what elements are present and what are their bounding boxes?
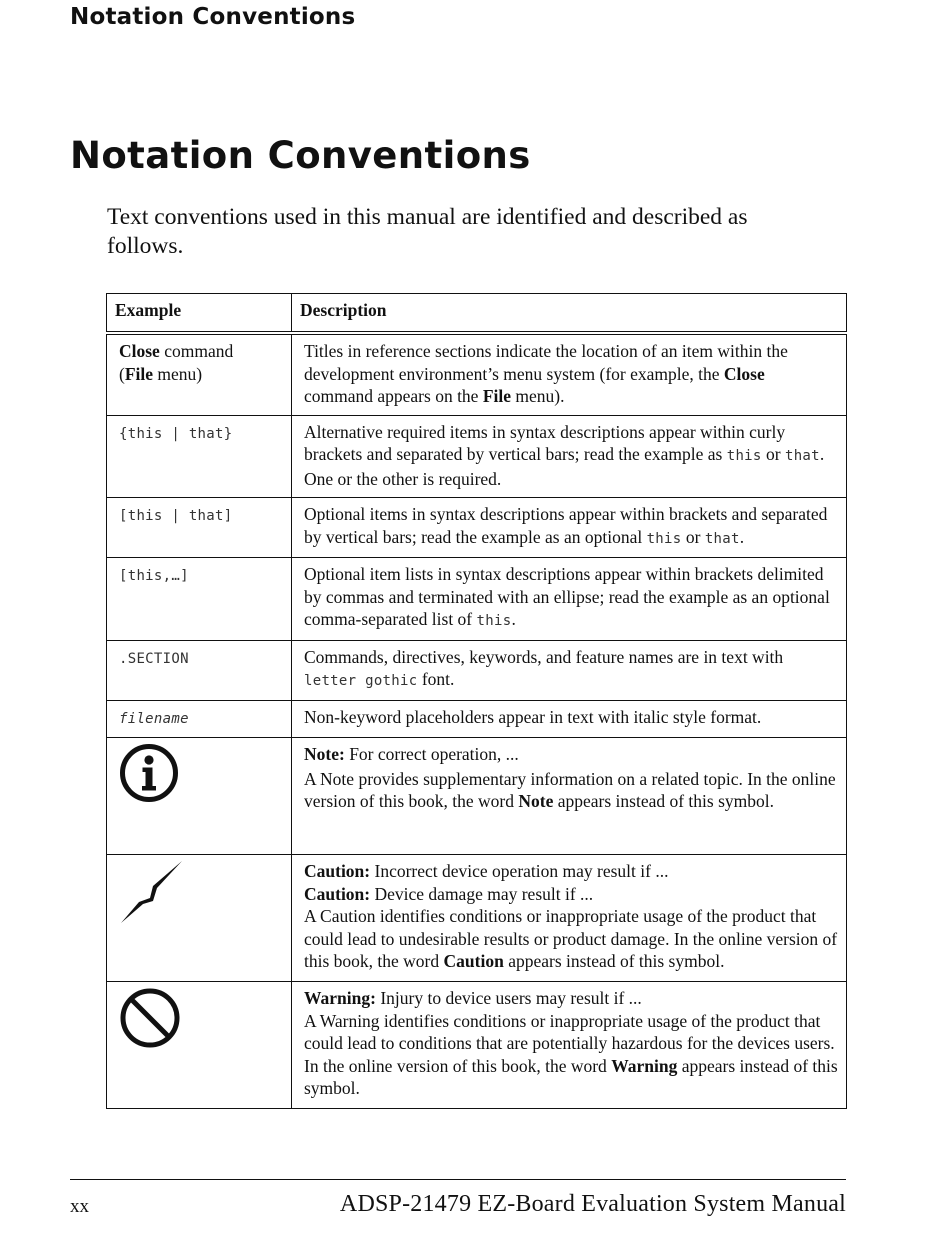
column-header-description: Description bbox=[292, 294, 847, 334]
page-number: xx bbox=[70, 1196, 89, 1217]
description-code: letter gothic bbox=[304, 673, 418, 689]
lightning-icon bbox=[119, 860, 183, 924]
caution-label: Caution: bbox=[304, 883, 371, 904]
example-text: command bbox=[159, 341, 234, 361]
description-text: A Note provides supplementary information on a related topic. In the online version of this book, the word bbox=[304, 768, 836, 811]
description-text: Device damage may result if ... bbox=[370, 883, 594, 904]
table-row bbox=[107, 498, 847, 558]
description-text: Titles in reference sections indicate the location of an item within the development environment’s menu system (for example, the bbox=[304, 341, 788, 384]
description-text: A Caution identifies conditions or inappropriate usage of the product that could lead to undesirable results or product damage. In the online version of this book, the word bbox=[304, 906, 838, 971]
description-text: appears instead of this symbol. bbox=[304, 1055, 838, 1098]
description-bold: Close bbox=[723, 363, 765, 384]
example-cell bbox=[107, 855, 292, 982]
description-cell bbox=[292, 558, 847, 641]
table-row bbox=[107, 738, 847, 855]
running-head: Notation Conventions bbox=[70, 4, 356, 30]
description-text: font. bbox=[417, 669, 455, 689]
description-code: that bbox=[704, 530, 740, 547]
description-text: . bbox=[511, 609, 516, 629]
note-line bbox=[304, 743, 838, 766]
footer-rule bbox=[70, 1179, 846, 1180]
note-label: Note: bbox=[304, 744, 345, 764]
description-text: or bbox=[681, 526, 705, 547]
example-bold: Close bbox=[119, 341, 160, 361]
description-cell bbox=[292, 333, 847, 415]
description-code: that bbox=[784, 448, 820, 464]
table-row bbox=[107, 855, 847, 982]
description-bold: Caution bbox=[443, 951, 504, 971]
caution-line bbox=[304, 883, 838, 906]
description-code: this bbox=[726, 448, 762, 464]
example-cell bbox=[107, 415, 292, 498]
description-text: Incorrect device operation may result if ... bbox=[370, 861, 669, 881]
example-code: filename bbox=[119, 710, 189, 727]
description-code: this bbox=[476, 613, 512, 629]
warning-line bbox=[304, 987, 838, 1010]
warning-label: Warning: bbox=[304, 988, 376, 1008]
table-row bbox=[107, 700, 847, 738]
caution-line bbox=[304, 860, 838, 883]
description-cell bbox=[292, 738, 847, 855]
table-row bbox=[107, 558, 847, 641]
table-row bbox=[107, 640, 847, 700]
warning-body bbox=[304, 1010, 838, 1100]
description-bold: Note bbox=[518, 791, 554, 811]
description-text: menu). bbox=[511, 386, 565, 406]
description-text: Alternative required items in syntax descriptions appear within curly brackets and separated by vertical bars; read the example as bbox=[304, 421, 786, 464]
description-text: . bbox=[739, 526, 745, 547]
description-cell bbox=[292, 700, 847, 738]
caution-body bbox=[304, 905, 838, 973]
info-icon bbox=[119, 743, 179, 803]
description-text: For correct operation, ... bbox=[344, 744, 519, 764]
example-code: [this,…] bbox=[119, 568, 189, 584]
caution-label: Caution: bbox=[304, 861, 371, 881]
description-text: or bbox=[761, 444, 785, 464]
description-text: appears instead of this symbol. bbox=[553, 791, 774, 811]
example-code: {this | that} bbox=[119, 425, 233, 442]
description-bold: File bbox=[482, 386, 512, 406]
table-row bbox=[107, 982, 847, 1109]
description-cell bbox=[292, 855, 847, 982]
description-code: this bbox=[646, 530, 682, 547]
description-text: Commands, directives, keywords, and feature names are in text with bbox=[304, 646, 784, 667]
manual-title: ADSP-21479 EZ-Board Evaluation System Manual bbox=[339, 1191, 846, 1217]
column-header-example: Example bbox=[107, 294, 292, 334]
example-code: .SECTION bbox=[119, 650, 189, 667]
example-cell bbox=[107, 333, 292, 415]
note-body bbox=[304, 768, 838, 813]
description-text: . One or the other is required. bbox=[304, 444, 825, 489]
description-text: Injury to device users may result if ... bbox=[375, 988, 642, 1008]
page-title: Notation Conventions bbox=[70, 134, 531, 177]
example-cell bbox=[107, 700, 292, 738]
description-cell bbox=[292, 982, 847, 1109]
description-text: Optional item lists in syntax descriptions appear within brackets delimited by commas and terminated with an ellipse; read the example as an optional comma-separated list of bbox=[304, 564, 830, 629]
table-row bbox=[107, 415, 847, 498]
description-cell bbox=[292, 498, 847, 558]
intro-paragraph: Text conventions used in this manual are identified and described as follows. bbox=[107, 204, 748, 259]
prohibited-icon bbox=[119, 987, 181, 1049]
description-text: command appears on the bbox=[304, 386, 483, 406]
example-text: menu) bbox=[153, 363, 203, 384]
notation-table bbox=[106, 293, 847, 1109]
description-text: appears instead of this symbol. bbox=[503, 951, 725, 971]
description-text: A Warning identifies conditions or inappropriate usage of the product that could lead to conditions that are potentially hazardous for the devices users. In the online version of this book, the word bbox=[304, 1010, 835, 1076]
table-row bbox=[107, 333, 847, 415]
table-header-row bbox=[107, 294, 847, 334]
example-code: [this | that] bbox=[119, 508, 233, 524]
example-cell bbox=[107, 558, 292, 641]
description-text: Non-keyword placeholders appear in text with italic style format. bbox=[304, 706, 762, 727]
example-cell bbox=[107, 738, 292, 855]
example-cell bbox=[107, 640, 292, 700]
example-cell bbox=[107, 498, 292, 558]
example-text: ( bbox=[119, 363, 125, 384]
description-text: Optional items in syntax descriptions appear within brackets and separated by vertical bars; read the example as an optional bbox=[304, 504, 828, 547]
description-cell bbox=[292, 415, 847, 498]
example-cell bbox=[107, 982, 292, 1109]
example-bold: File bbox=[124, 363, 154, 384]
description-cell bbox=[292, 640, 847, 700]
description-bold: Warning bbox=[611, 1055, 678, 1076]
